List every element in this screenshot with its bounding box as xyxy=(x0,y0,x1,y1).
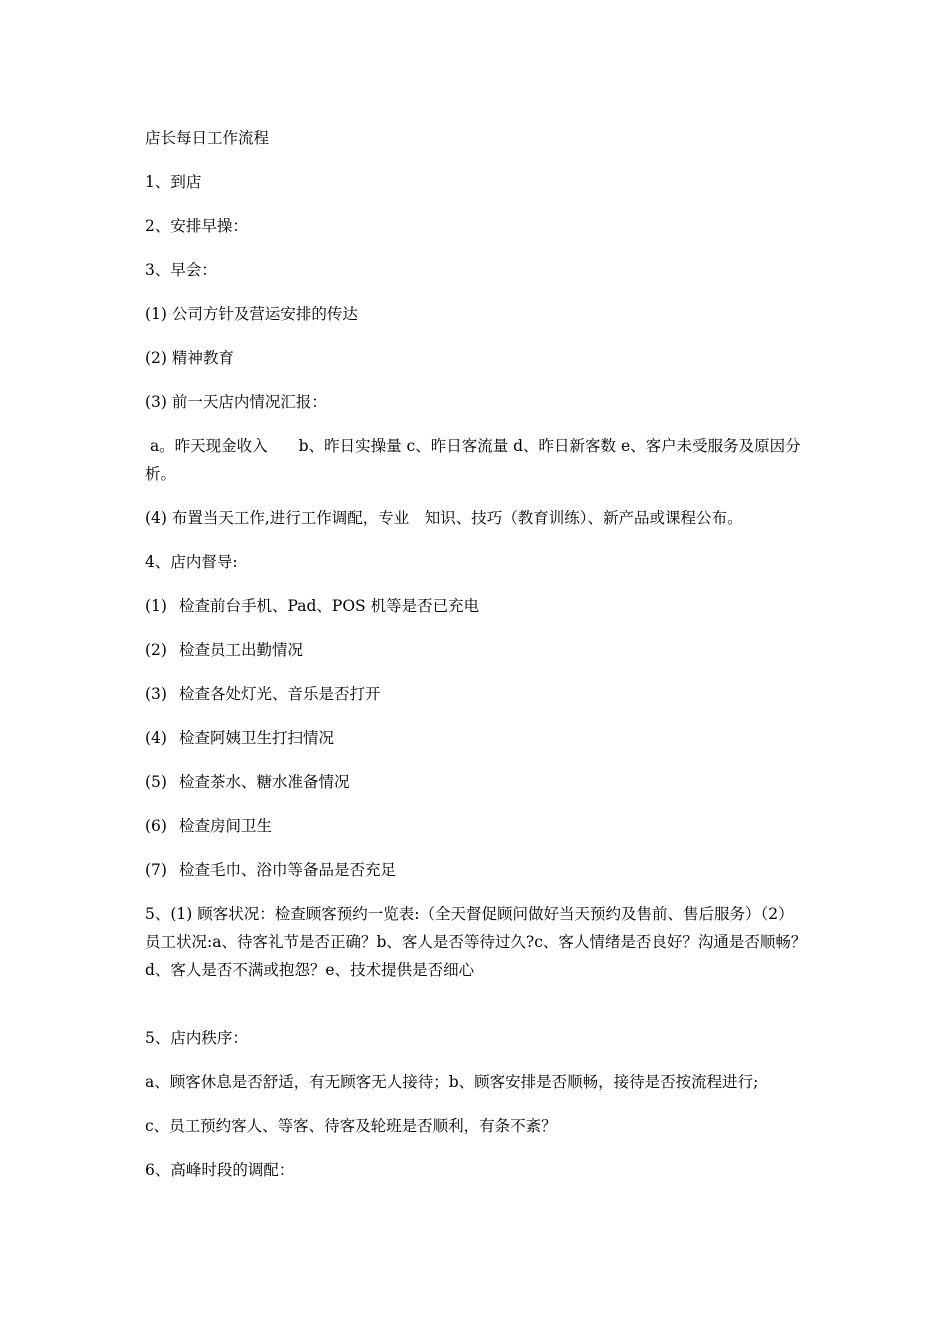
checklist-text: 检查毛巾、浴巾等备品是否充足 xyxy=(179,861,397,879)
checklist-item xyxy=(145,856,815,884)
checklist-item xyxy=(145,812,815,840)
checklist-number: (7) xyxy=(145,861,167,879)
paragraph-morning-meeting: 3、早会： xyxy=(145,261,217,279)
checklist-text: 检查房间卫生 xyxy=(179,817,273,835)
checklist-text: 检查前台手机、Pad、POS 机等是否已充电 xyxy=(179,597,480,615)
checklist-item xyxy=(145,724,815,752)
paragraph-store-order-c: c、员工预约客人、等客、待客及轮班是否顺利，有条不紊？ xyxy=(145,1117,557,1135)
checklist-number: (5) xyxy=(145,773,167,791)
paragraph-morning-exercise: 2、安排早操： xyxy=(145,217,248,235)
checklist-item xyxy=(145,592,815,620)
paragraph-assign-work: (4) 布置当天工作,进行工作调配，专业 知识、技巧（教育训练）、新产品或课程公布。 xyxy=(145,509,743,527)
checklist-text: 检查各处灯光、音乐是否打开 xyxy=(179,685,381,703)
checklist-item xyxy=(145,768,815,796)
checklist-number: (2) xyxy=(145,641,167,659)
checklist-number: (6) xyxy=(145,817,167,835)
paragraph-policy: (1) 公司方针及营运安排的传达 xyxy=(145,305,358,323)
checklist-number: (1) xyxy=(145,597,167,615)
checklist-text: 检查阿姨卫生打扫情况 xyxy=(179,729,335,747)
paragraph-peak-hours-title: 6、高峰时段的调配： xyxy=(145,1161,295,1179)
paragraph-store-order-a: a、顾客休息是否舒适，有无顾客无人接待；b、顾客安排是否顺畅，接待是否按流程进行; xyxy=(145,1073,759,1091)
blank-line xyxy=(145,1000,815,1024)
paragraph-store-order-title: 5、店内秩序： xyxy=(145,1029,248,1047)
checklist-text: 检查茶水、糖水准备情况 xyxy=(179,773,350,791)
paragraph-report-items: a。昨天现金收入 b、昨日实操量 c、昨日客流量 d、昨日新客数 e、客户未受服务及原因分析。 xyxy=(145,437,801,483)
checklist-item xyxy=(145,636,815,664)
checklist-number: (3) xyxy=(145,685,167,703)
checklist-item xyxy=(145,680,815,708)
paragraph-arrive: 1、到店 xyxy=(145,173,202,191)
document-title: 店长每日工作流程 xyxy=(145,129,270,147)
paragraph-customer-staff-status: 5、(1) 顾客状况：检查顾客预约一览表:（全天督促顾问做好当天预约及售前、售后服务）（2） 员工状况:a、待客礼节是否正确？b、客人是否等待过久?c、客人情绪是否良好？沟通是否顺畅？d、客人是否不满或抱怨？e、技术提供是否细心 xyxy=(145,905,807,979)
paragraph-spirit: (2) 精神教育 xyxy=(145,349,234,367)
paragraph-supervision: 4、店内督导: xyxy=(145,553,238,571)
checklist-text: 检查员工出勤情况 xyxy=(179,641,304,659)
paragraph-report: (3) 前一天店内情况汇报： xyxy=(145,393,327,411)
document-body xyxy=(145,124,815,1200)
checklist-number: (4) xyxy=(145,729,167,747)
